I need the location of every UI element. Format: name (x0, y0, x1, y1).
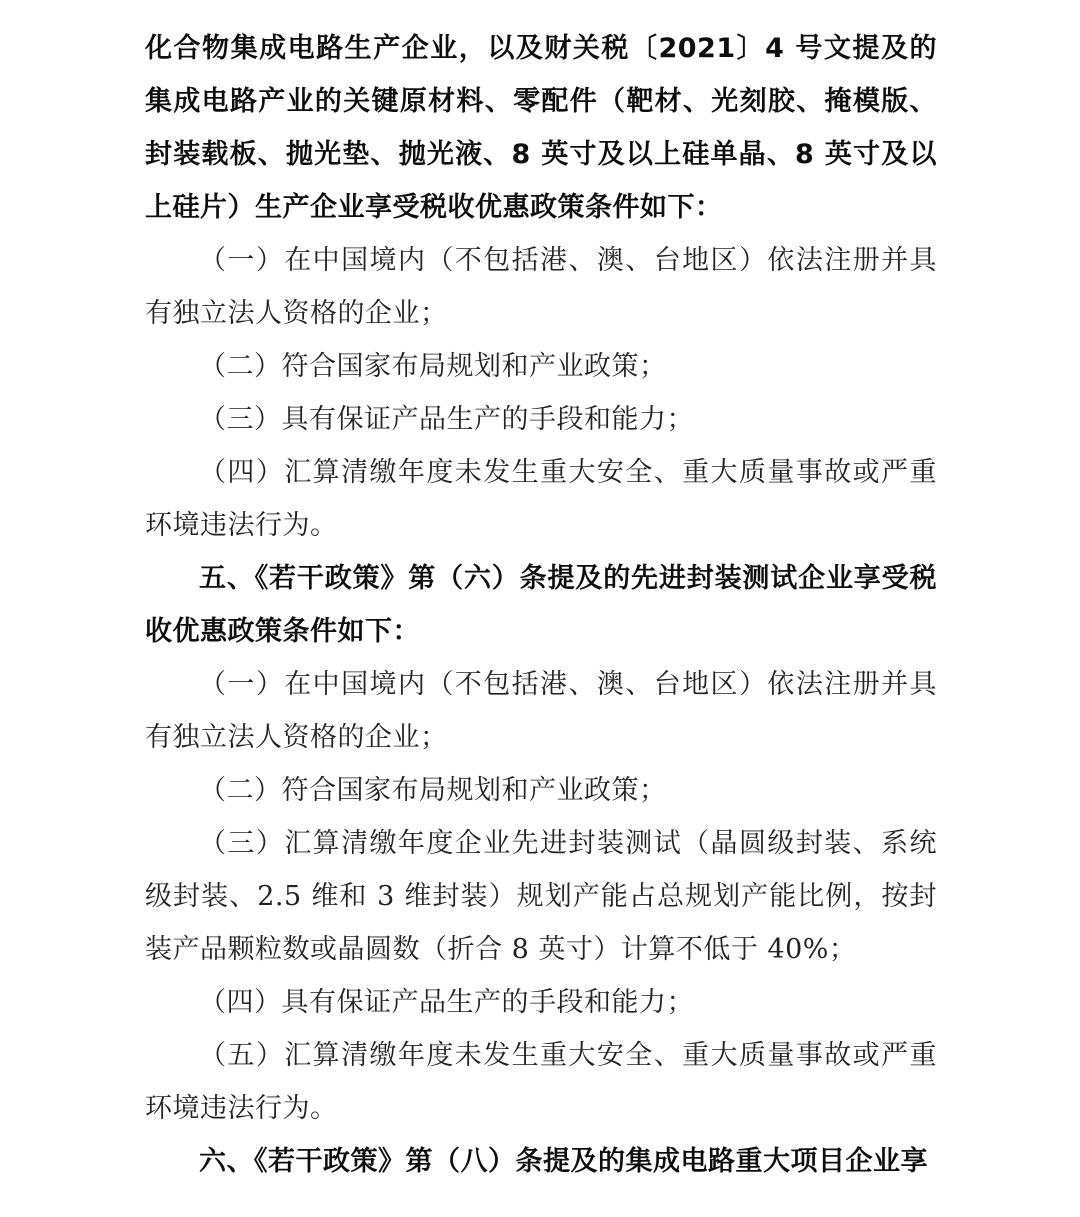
paragraph-section6-heading: 六、《若干政策》第（八）条提及的集成电路重大项目企业享 (199, 1146, 928, 1177)
paragraph-section5-item-2: （二）符合国家布局规划和产业政策； (199, 775, 667, 806)
paragraph-section4-item-3: （三）具有保证产品生产的手段和能力； (199, 404, 694, 435)
paragraph-section4-item-4: （四）汇算清缴年度未发生重大安全、重大质量事故或严重环境违法行为。 (145, 457, 937, 541)
paragraph-section5-item-4: （四）具有保证产品生产的手段和能力； (199, 987, 694, 1018)
paragraph-section5-item-1: （一）在中国境内（不包括港、澳、台地区）依法注册并具有独立法人资格的企业； (145, 669, 937, 753)
paragraph-section5-item-5: （五）汇算清缴年度未发生重大安全、重大质量事故或严重环境违法行为。 (145, 1040, 937, 1124)
paragraph-section4-item-2: （二）符合国家布局规划和产业政策； (199, 351, 667, 382)
paragraph-section4-intro: 化合物集成电路生产企业，以及财关税〔2021〕4 号文提及的集成电路产业的关键原材料、零配件（靶材、光刻胶、掩模版、封装载板、抛光垫、抛光液、8 英寸及以上硅单晶、8 英寸及以上硅片）生产企业享受税收优惠政策条件如下： (145, 33, 937, 223)
paragraph-section5-heading: 五、《若干政策》第（六）条提及的先进封装测试企业享受税收优惠政策条件如下： (145, 563, 937, 647)
document-body (145, 0, 937, 1188)
paragraph-section5-item-3: （三）汇算清缴年度企业先进封装测试（晶圆级封装、系统级封装、2.5 维和 3 维封装）规划产能占总规划产能比例，按封装产品颗粒数或晶圆数（折合 8 英寸）计算不低于 40%； (145, 828, 937, 965)
paragraph-section4-item-1: （一）在中国境内（不包括港、澳、台地区）依法注册并具有独立法人资格的企业； (145, 245, 937, 329)
